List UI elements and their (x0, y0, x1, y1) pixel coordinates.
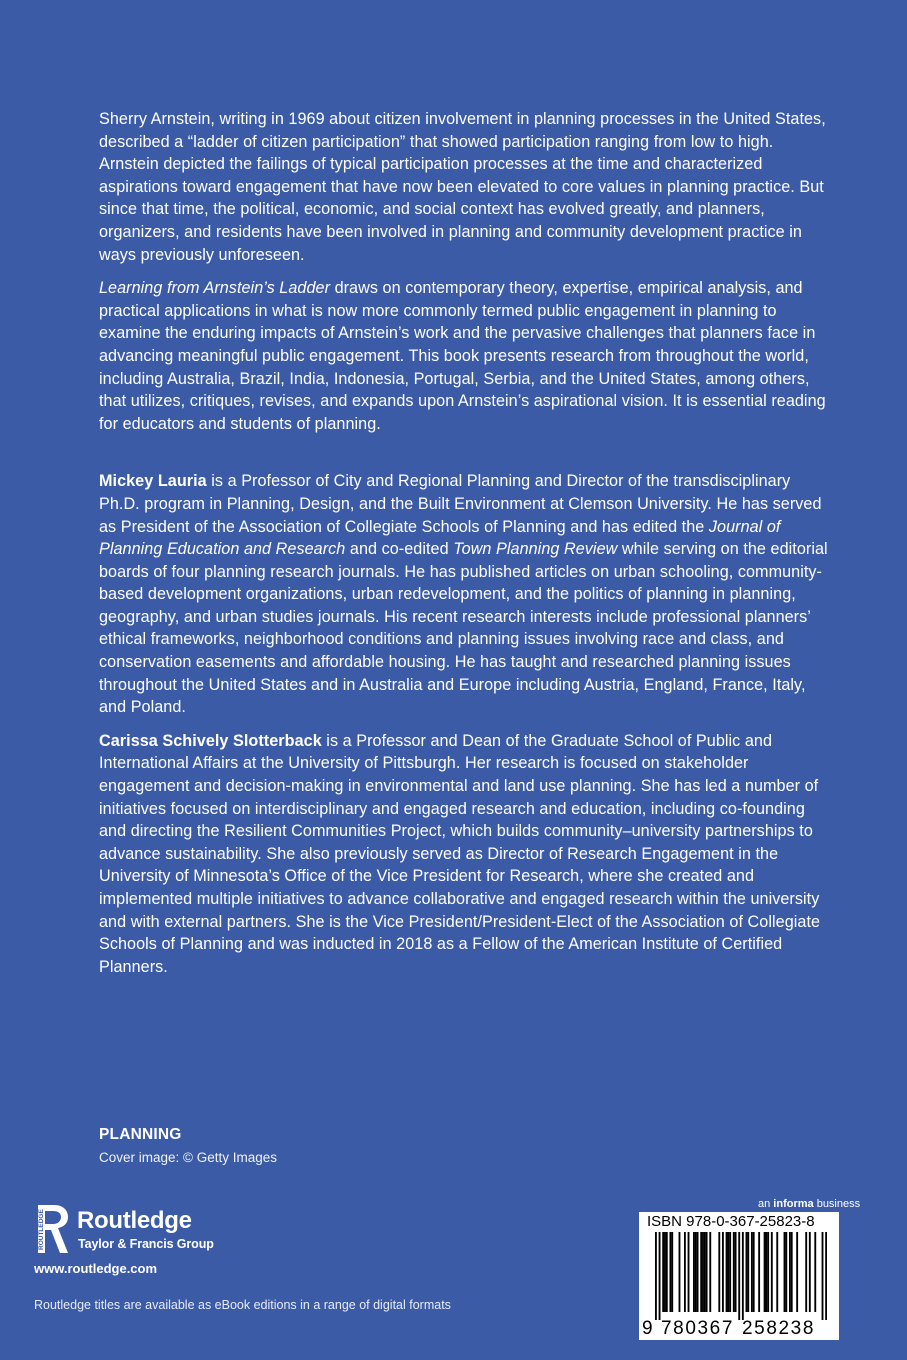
barcode-bar (735, 1232, 737, 1312)
publisher-group: Taylor & Francis Group (78, 1237, 214, 1251)
book-title: Learning from Arnstein’s Ladder (99, 279, 331, 298)
author-bio-text: is a Professor of City and Regional Planning and Director of the transdisciplinary Ph.D. program in Planning, Design, and the Built Environment at Clemson University. He has served as President of the Association of Collegiate Schools of Planning and has edited the (99, 472, 822, 536)
barcode-bar (809, 1232, 811, 1312)
barcode-bar (700, 1232, 702, 1312)
barcode-bar (706, 1232, 708, 1312)
subject-category: PLANNING (99, 1126, 182, 1143)
barcode-bar (791, 1232, 793, 1312)
barcode-bar (746, 1232, 748, 1312)
barcode-bar (718, 1232, 720, 1312)
barcode-bar (825, 1232, 827, 1320)
barcode-bar (771, 1232, 773, 1312)
barcode-digit-group-1: 780367 (661, 1318, 735, 1339)
barcode-bars (655, 1232, 827, 1320)
barcode-bar (659, 1232, 661, 1320)
journal-title: Town Planning Review (453, 540, 618, 559)
informa-prefix: an (758, 1198, 774, 1210)
publisher-name: Routledge (77, 1207, 192, 1234)
barcode-bar (784, 1232, 786, 1312)
barcode-bar (726, 1232, 728, 1312)
description-paragraph-2 (99, 277, 829, 435)
barcode-bar (671, 1232, 673, 1312)
barcode-bar (695, 1232, 697, 1312)
barcode-bar (666, 1232, 668, 1312)
barcode-bar (669, 1232, 671, 1312)
barcode-bar (751, 1232, 753, 1312)
barcode-bar (758, 1232, 760, 1312)
barcode-bar (704, 1232, 706, 1312)
informa-suffix: business (813, 1198, 861, 1210)
barcode-bar (776, 1232, 778, 1312)
barcode-bar (814, 1232, 816, 1312)
routledge-mark-text: ROUTLEDGE (38, 1209, 45, 1250)
barcode-digit-group-2: 258238 (742, 1318, 816, 1339)
barcode-bar (684, 1232, 686, 1312)
description-paragraph-2-body: draws on contemporary theory, expertise, empirical analysis, and practical applications in what is now more commonly termed public engagement in planning to examine the enduring impacts of Arnstein’s work and the pervasive challenges that planners face in advancing meaningful public engagement. This book presents research from throughout the world, including Australia, Brazil, India, Indonesia, Portugal, Serbia, and the United States, among others, that utilizes, critiques, revises, and expands upon Arnstein’s aspirational vision. It is essential reading for educators and students of planning. (99, 279, 826, 433)
barcode-bar (765, 1232, 767, 1312)
barcode-bar (702, 1232, 704, 1312)
cover-credit: Cover image: © Getty Images (99, 1150, 278, 1165)
barcode-bar (664, 1232, 666, 1312)
barcode-bar (697, 1232, 699, 1312)
barcode-bar (789, 1232, 791, 1312)
barcode-bar (688, 1232, 690, 1312)
barcode-bar (785, 1232, 787, 1312)
barcode-bar (805, 1232, 807, 1312)
barcode-bar (738, 1232, 740, 1320)
author-name: Mickey Lauria (99, 472, 207, 491)
ebook-note: Routledge titles are available as eBook editions in a range of digital formats (34, 1298, 451, 1312)
routledge-mark-icon (34, 1203, 72, 1255)
barcode-bar (729, 1232, 731, 1312)
barcode-bar (662, 1232, 664, 1312)
author-bio-lauria (99, 470, 829, 719)
author-name: Carissa Schively Slotterback (99, 731, 322, 750)
author-bio-text: while serving on the editorial boards of four planning research journals. He has published articles on urban schooling, community-based development organizations, urban redevelopment, and the politics of planning in planning, geography, and urban studies journals. His recent research interests include professional planners’ ethical frameworks, neighborhood conditions and planning issues involving race and class, and conservation easements and affordable housing. He has taught and researched planning issues throughout the United States and in Australia and Europe including Austria, England, France, Italy, and Poland. (99, 540, 828, 717)
barcode-bar (727, 1232, 729, 1312)
barcode-bar (822, 1232, 824, 1320)
informa-brand: informa (773, 1198, 814, 1210)
barcode-bar (796, 1232, 798, 1312)
barcode-bar (709, 1232, 711, 1312)
publisher-url[interactable]: www.routledge.com (34, 1261, 158, 1276)
barcode-bar (693, 1232, 695, 1312)
barcode-bar (764, 1232, 766, 1312)
barcode-bar (753, 1232, 755, 1312)
barcode-bar (747, 1232, 749, 1312)
description-paragraph-1: Sherry Arnstein, writing in 1969 about citizen involvement in planning processes in the United States, described a “ladder of citizen participation” that showed participation ranging from low to high. Arnstein depicted the failings of typical participation processes at the time and characterized aspirations toward engagement that have now been elevated to core values in planning practice. But since that time, the political, economic, and social context has evolved greatly, and planners, organizers, and residents have been involved in planning and community development practice in ways previously unforeseen. (99, 110, 826, 264)
informa-business-tag (758, 1198, 860, 1210)
back-cover-text (99, 108, 829, 989)
journal-title: Journal of Planning Education and Research (99, 517, 781, 559)
barcode-bar (742, 1232, 744, 1320)
author-bio-text: and co-edited (345, 540, 454, 559)
barcode-bar (655, 1232, 657, 1320)
routledge-logo (34, 1203, 234, 1259)
barcode-digit-first: 9 (642, 1318, 655, 1339)
author-bio-text: is a Professor and Dean of the Graduate School of Public and International Affairs at the University of Pittsburgh. Her research is focused on stakeholder engagement and decision-making in environmental and land use planning. She has led a number of initiatives focused on interdisciplinary and engaged research and education, including co-founding and directing the Resilient Communities Project, which builds community–university partnerships to advance sustainability. She also previously served as Director of Research Engagement in the University of Minnesota’s Office of the Vice President for Research, where she created and implemented multiple initiatives to advance collaborative and engaged research within the university and with external partners. She is the Vice President/President-Elect of the Association of Collegiate Schools of Planning and was inducted in 2018 as a Fellow of the American Institute of Certified Planners. (99, 731, 821, 976)
isbn-label: ISBN 978-0-367-25823-8 (647, 1213, 815, 1230)
barcode-bar (679, 1232, 681, 1312)
barcode-bar (767, 1232, 769, 1312)
barcode-bar (733, 1232, 735, 1312)
isbn-barcode (639, 1212, 839, 1340)
barcode-bar (722, 1232, 724, 1312)
author-bio-slotterback (99, 730, 829, 979)
